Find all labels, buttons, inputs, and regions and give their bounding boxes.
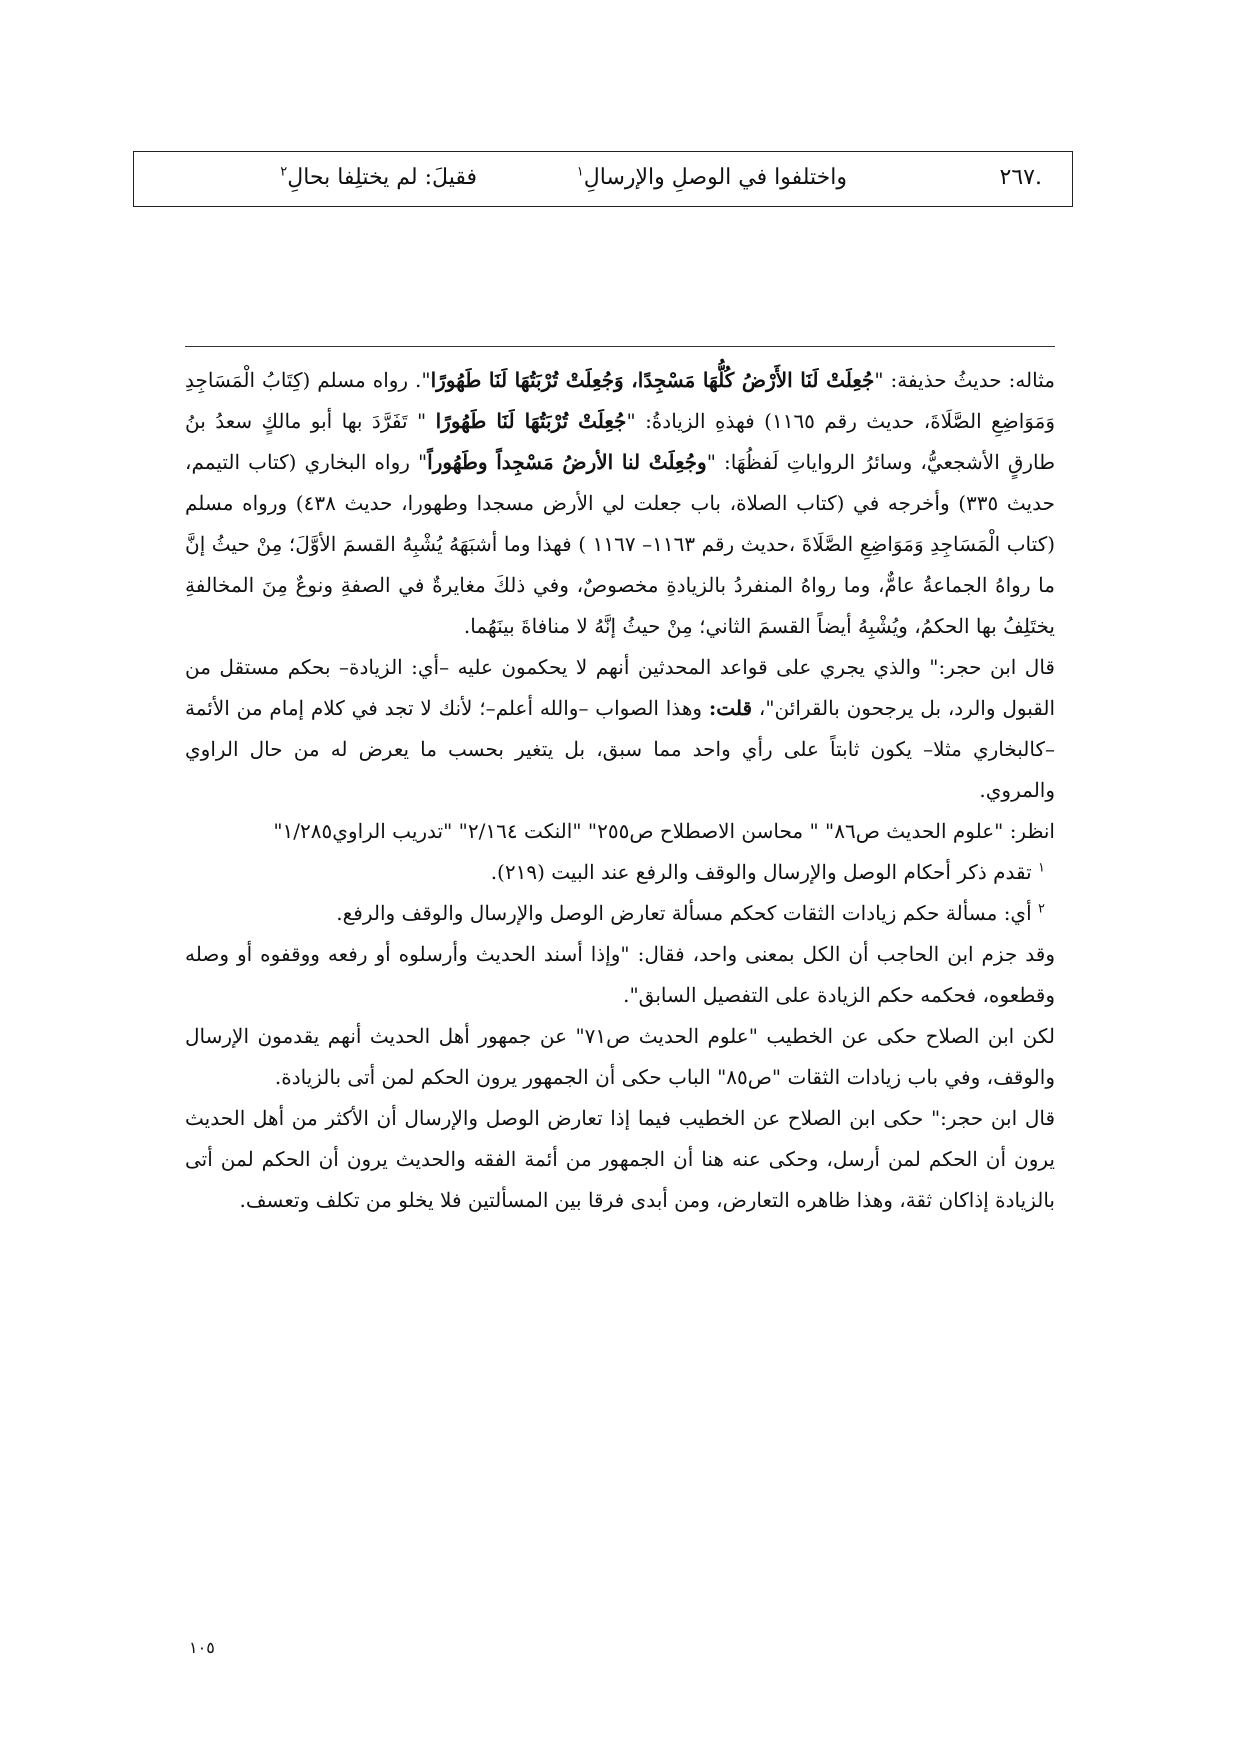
footnote-2-mark: ٢ — [1038, 901, 1045, 917]
footnote-2 — [185, 893, 1055, 934]
fn-text: مثاله: حديثُ حذيفة: " — [874, 368, 1055, 392]
fn-text: أي: مسألة حكم زيادات الثقات كحكم مسألة تعارض الوصل والإرسال والوقف والرفع. — [336, 901, 1039, 925]
verse-hemistich-2-text: فقيلَ: لم يختلِفا بحالِ — [287, 165, 477, 190]
verse-hemistich-2 — [280, 164, 477, 192]
fn-text: وهذا الصواب –والله أعلم–؛ لأنك لا تجد في كلام إمام من الأئمة –كالبخاري مثلا– يكون ثابتاً على رأي واحد مما سبق، بل يتغير بحسب ما يعرض له من حال الراوي والمروي. — [185, 696, 1055, 802]
verse-box — [133, 151, 1073, 207]
qultu-label: قلت: — [708, 696, 753, 720]
footnote-paragraph-ibn-hajib: وقد جزم ابن الحاجب أن الكل بمعنى واحد، فقال: "وإذا أسند الحديث وأرسلوه أو رفعه ووقفوه أو وصله وقطعوه، فحكمه حكم الزيادة على التفصيل السابق". — [185, 942, 1055, 1007]
footnote-paragraph-ibn-hajar — [185, 647, 1055, 811]
fn-text: " رواه البخاري (كتاب التيمم، حديث ٣٣٥) وأخرجه في (كتاب الصلاة، باب جعلت لي الأرض مسجدا وطهورا، حديث ٤٣٨) ورواه مسلم (كتاب الْمَسَاجِدِ وَمَوَاضِعِ الصَّلَاةَ ،حديث رقم ١١٦٣– ١١٦٧ ) فهذا وما أشبَهَهُ يُشْبِهُ القسمَ الأوَّلَ؛ مِنْ حيثُ إنَّ ما رواهُ الجماعةُ عامٌّ، وما رواهُ المنفردُ بالزيادةِ مخصوصٌ، وفي ذلكَ مغايرةٌ في الصفةِ ونوعٌ مِنَ المخالفةِ يختَلِفُ بها الحكمُ، ويُشْبِهُ أيضاً القسمَ الثاني؛ مِنْ حيثُ إنَّهُ لا منافاةَ بينَهُما. — [185, 450, 1056, 638]
footnote-1 — [185, 852, 1055, 893]
verse-hemistich-1 — [577, 164, 847, 192]
footnote-paragraph-references: انظر: "علوم الحديث ص٨٦" " محاسن الاصطلاح ص٢٥٥" "النكت ٢/١٦٤" "تدريب الراوي١/٢٨٥" — [273, 819, 1055, 843]
page-number: ١٠٥ — [189, 1638, 215, 1657]
verse-number: .٢٦٧ — [999, 165, 1042, 190]
footnote-paragraph-example — [185, 360, 1055, 647]
hadith-quote: جُعِلَتْ تُرْبَتُهَا لَنَا طَهُورًا — [435, 409, 627, 433]
fn-text: تقدم ذكر أحكام الوصل والإرسال والوقف والرفع عند البيت (٢١٩). — [490, 860, 1039, 884]
fn-text: ". رواه مسلم (كِتَابُ الْمَسَاجِدِ وَمَوَاضِعِ الصَّلَاةَ، حديث رقم ١١٦٥) فهذهِ الزيادةُ: " — [185, 368, 1055, 433]
fn-text: قال ابن حجر:" والذي يجري على قواعد المحدثين أنهم لا يحكمون عليه –أي: الزيادة– بحكم مستقل من القبول والرد، بل يرجحون بالقرائن"، — [185, 655, 1055, 720]
footnote-ref-1[interactable]: ١ — [576, 164, 584, 180]
footnote-1-mark: ١ — [1038, 860, 1045, 876]
hadith-quote: وجُعِلَتْ لنا الأرضُ مَسْجِداً وطَهُوراً — [427, 450, 707, 474]
hadith-quote: جُعِلَتْ لَنَا الأَرْضُ كُلُّهَا مَسْجِدًا، وَجُعِلَتْ تُرْبَتُهَا لَنَا طَهُورًا — [430, 368, 875, 392]
footnote-paragraph-ibn-hajar-2: قال ابن حجر:" حكى ابن الصلاح عن الخطيب فيما إذا تعارض الوصل والإرسال أن الأكثر من أهل الحديث يرون أن الحكم لمن أرسل، وحكى عنه هنا أن الجمهور من أئمة الفقه والحديث يرون أن الحكم لمن أتى بالزيادة إذاكان ثقة، وهذا ظاهره التعارض، ومن أبدى فرقا بين المسألتين فلا يخلو من تكلف وتعسف. — [185, 1106, 1055, 1212]
footnote-separator — [185, 346, 1055, 347]
footnotes — [185, 360, 1055, 1221]
fn-text: " تَفَرَّدَ بها أبو مالكٍ سعدُ بنُ طارقٍ الأشجعيُّ، وسائرُ الرواياتِ لَفظُهَا: " — [185, 409, 1056, 474]
footnote-ref-2[interactable]: ٢ — [280, 164, 288, 180]
footnote-paragraph-ibn-salah: لكن ابن الصلاح حكى عن الخطيب "علوم الحديث ص٧١" عن جمهور أهل الحديث أنهم يقدمون الإرسال والوقف، وفي باب زيادات الثقات "ص٨٥" الباب حكى أن الجمهور يرون الحكم لمن أتى بالزيادة. — [185, 1024, 1055, 1089]
verse-hemistich-1-text: واختلفوا في الوصلِ والإرسالِ — [583, 165, 847, 190]
